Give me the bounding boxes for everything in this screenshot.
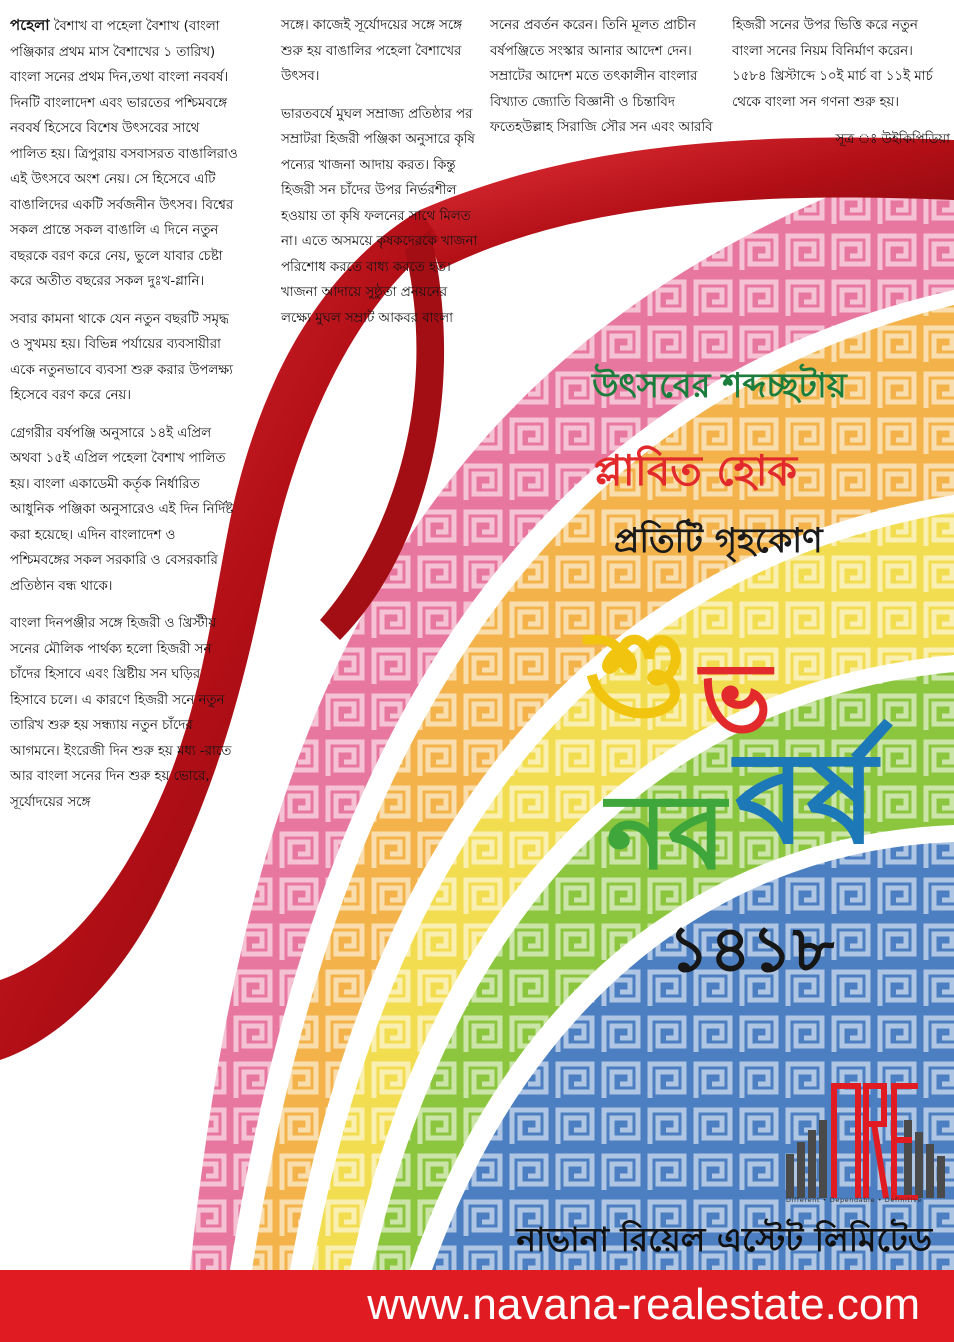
article-column-2 <box>281 13 481 343</box>
headline-borsho: বর্ষ <box>735 724 877 873</box>
article-paragraph: হিজরী সনের উপর ভিত্তি করে নতুন বাংলা সনের নিয়ম বিনির্মাণ করেন। ১৫৮৪ খ্রিস্টাব্দে ১০ই মার্চ বা ১১ই মার্চ থেকে বাংলা সন গণনা শুরু হয়। <box>732 18 933 110</box>
headline-tagline-3: প্রতিটি গৃহকোণ <box>614 521 823 561</box>
headline-tagline-2: প্লাবিত হোক <box>594 446 798 495</box>
headline-tagline-1: উৎসবের শব্দচ্ছটায় <box>592 366 847 406</box>
logo-tagline: Different • Dependable • Definitive <box>786 1196 923 1204</box>
article-paragraph: সবার কামনা থাকে যেন নতুন বছরটি সমৃদ্ধ ও সুখময় হয়। বিভিন্ন পর্যায়ের ব্যবসায়ীরা একে নতুনভাবে ব্যবসা শুরু করার উপলক্ষ্য হিসেবে বরণ করে নেয়। <box>10 311 233 403</box>
headline-shubho-part-1: শু <box>586 605 690 744</box>
article-paragraph: বাংলা দিনপঞ্জীর সঙ্গে হিজরী ও খ্রিস্টীয় সনের মৌলিক পার্থক্য হলো হিজরী সন চাঁদের হিসাবে এবং খ্রিষ্টীয় সন ঘড়ির হিসাবে চলে। এ কারণে হিজরী সনে নতুন তারিখ শুরু হয় সন্ধ্যায় নতুন চাঁদের আগমনে। ইংরেজী দিন শুরু হয় মধ্য -রাতে আর বাংলা সনের দিন শুরু হয় ভোরে, সূর্যোদয়ের সঙ্গে <box>10 616 232 810</box>
article-column-3 <box>490 13 715 153</box>
headline-year: ১৪১৮ <box>668 913 835 987</box>
article-column-4 <box>732 13 950 153</box>
article-paragraph: ভারতবর্ষে মুঘল সম্রাজ্য প্রতিষ্ঠার পর সম্রাটরা হিজরী পঞ্জিকা অনুসারে কৃষি পন্যের খাজনা আদায় করত। কিন্তু হিজরী সন চাঁদের উপর নির্ভরশীল হওয়ায় তা কৃষি ফলনের সাথে মিলত না। এতে অসময়ে কৃষকদেরকে খাজনা পরিশোধ করতে বাধ্য করতে হত। খাজনা আদায়ে সুষ্ঠুতা প্রনয়নের লক্ষ্যে মুঘল সম্রাট আকবর বাংলা <box>281 106 478 326</box>
article-paragraph: সঙ্গে। কাজেই সূর্যোদয়ের সঙ্গে সঙ্গে শুরু হয় বাঙালির পহেলা বৈশাখের উৎসব। <box>281 18 462 84</box>
company-name: নাভানা রিয়েল এস্টেট লিমিটেড <box>516 1220 932 1259</box>
company-logo <box>786 1080 946 1200</box>
article-paragraph: গ্রেগরীর বর্ষপঞ্জি অনুসারে ১৪ই এপ্রিল অথবা ১৫ই এপ্রিল পহেলা বৈশাখ পালিত হয়। বাংলা একাডেমী কর্তৃক নির্ধারিত আধুনিক পঞ্জিকা অনুসারেও এই দিন নির্দিষ্ট করা হয়েছে। এদিন বাংলাদেশ ও পশ্চিমবঙ্গের সকল সরকারি ও বেসরকারি প্রতিষ্ঠান বন্ধ থাকে। <box>10 425 234 594</box>
article-paragraph: পহেলা বৈশাখ বা পহেলা বৈশাখ (বাংলা পঞ্জিকার প্রথম মাস বৈশাখের ১ তারিখ) বাংলা সনের প্রথম দিন,তথা বাংলা নববর্ষ। দিনটি বাংলাদেশ এবং ভারতের পশ্চিমবঙ্গে নববর্ষ হিসেবে বিশেষ উৎসবের সাথে পালিত হয়। ত্রিপুরায় বসবাসরত বাঙালিরাও এই উৎসবে অংশ নেয়। সে হিসেবে এটি বাঙালিদের একটি সর্বজনীন উৎসব। বিশ্বের সকল প্রান্তে সকল বাঙালি এ দিনে নতুন বছরকে বরণ করে নেয়, ভুলে যাবার চেষ্টা করে অতীত বছরের সকল দুঃখ-গ্লানি। <box>10 16 238 289</box>
article-column-1 <box>10 13 238 827</box>
footer-bar <box>0 1270 954 1342</box>
source-credit: সূত্র ঃ উইকিপিডিয়া <box>835 132 950 147</box>
headline-nabo: নব <box>606 771 726 893</box>
article-paragraph: সনের প্রবর্তন করেন। তিনি মূলত প্রাচীন বর্ষপঞ্জিতে সংস্কার আনার আদেশ দেন। সম্রাটের আদেশ মতে তৎকালীন বাংলার বিখ্যাত জ্যোতি বিজ্ঞানী ও চিন্তাবিদ ফতেহউল্লাহ সিরাজি সৌর সন এবং আরবি <box>490 18 713 135</box>
website-link[interactable]: www.navana-realestate.com <box>367 1280 920 1329</box>
headline-shubho-part-2: ভ <box>700 642 772 754</box>
